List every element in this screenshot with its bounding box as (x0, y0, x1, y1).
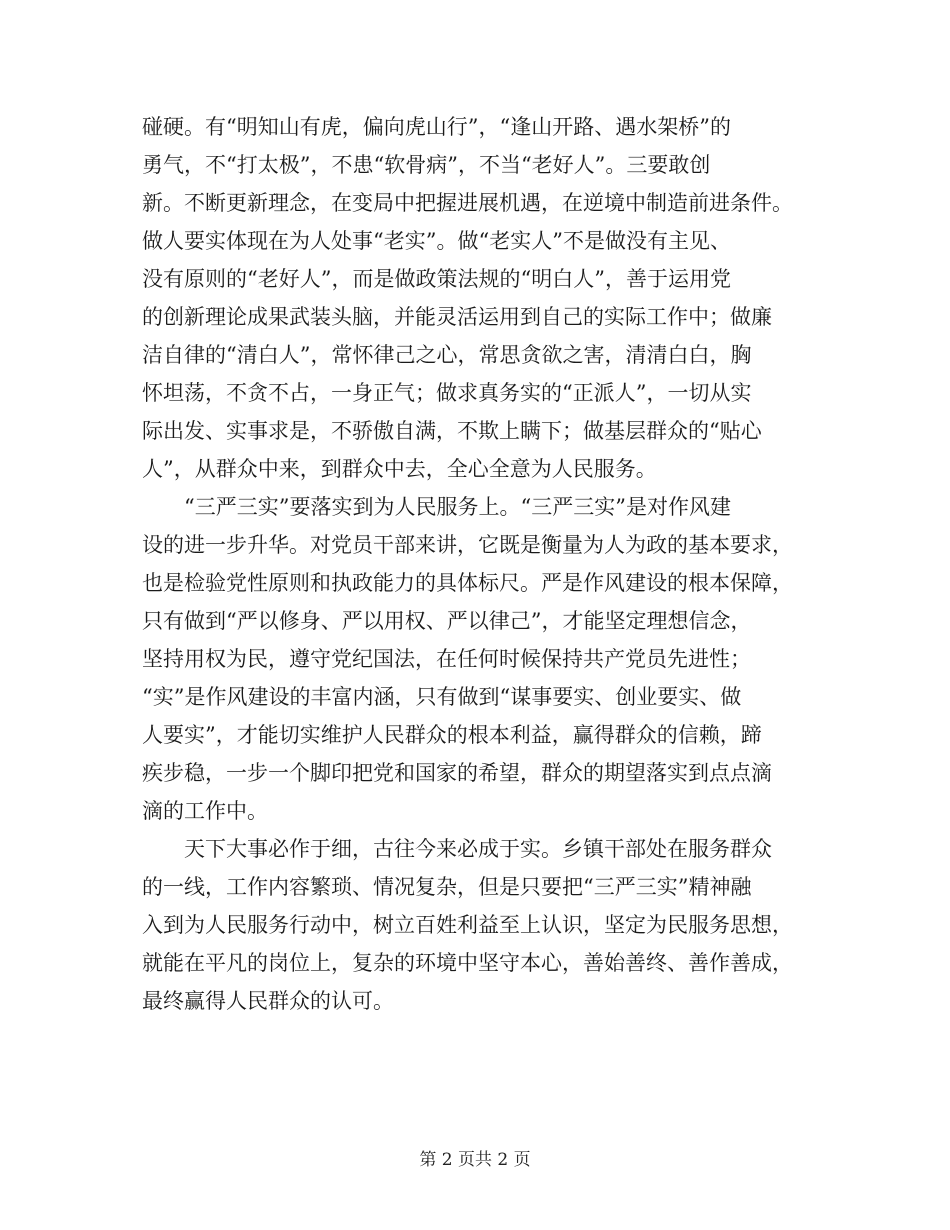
text-line: 滴的工作中。 (142, 799, 268, 823)
text-line: 天下大事必作于细，古往今来必成于实。乡镇干部处在服务群众 (184, 837, 772, 861)
text-line: 的创新理论成果武装头脑，并能灵活运用到自己的实际工作中；做廉 (142, 305, 772, 329)
text-line: 没有原则的“老好人”，而是做政策法规的“明白人”，善于运用党 (142, 267, 731, 291)
text-line: 人”，从群众中来，到群众中去，全心全意为人民服务。 (142, 457, 657, 481)
page-number-label: 第 2 页共 2 页 (419, 1150, 531, 1170)
text-line: 就能在平凡的岗位上，复杂的环境中坚守本心，善始善终、善作善成， (142, 951, 793, 975)
text-line: 坚持用权为民，遵守党纪国法，在任何时候保持共产党员先进性； (142, 647, 751, 671)
text-line: 的一线，工作内容繁琐、情况复杂，但是只要把“三严三实”精神融 (142, 875, 752, 899)
paragraph-2 (142, 488, 810, 830)
text-line: 也是检验党性原则和执政能力的具体标尺。严是作风建设的根本保障， (142, 571, 793, 595)
text-line: 入到为人民服务行动中，树立百姓利益至上认识，坚定为民服务思想， (142, 913, 793, 937)
text-line: 勇气，不“打太极”，不患“软骨病”，不当“老好人”。三要敢创 (142, 153, 711, 177)
text-line: 做人要实体现在为人处事“老实”。做“老实人”不是做没有主见、 (142, 229, 731, 253)
text-line: 疾步稳，一步一个脚印把党和国家的希望，群众的期望落实到点点滴 (142, 761, 772, 785)
paragraph-1 (142, 108, 810, 488)
text-line: 最终赢得人民群众的认可。 (142, 989, 394, 1013)
text-line: 洁自律的“清白人”，常怀律己之心，常思贪欲之害，清清白白，胸 (142, 343, 752, 367)
text-line: 新。不断更新理念，在变局中把握进展机遇，在逆境中制造前进条件。 (142, 191, 793, 215)
text-line: 际出发、实事求是，不骄傲自满，不欺上瞒下；做基层群众的“贴心 (142, 419, 762, 443)
text-line: “三严三实”要落实到为人民服务上。“三严三实”是对作风建 (184, 495, 731, 519)
text-line: “实”是作风建设的丰富内涵，只有做到“谋事要实、创业要实、做 (142, 685, 742, 709)
text-line: 怀坦荡，不贪不占，一身正气；做求真务实的“正派人”，一切从实 (142, 381, 752, 405)
text-line: 只有做到“严以修身、严以用权、严以律己”，才能坚定理想信念， (142, 609, 752, 633)
paragraph-3 (142, 830, 810, 1020)
text-line: 人要实”，才能切实维护人民群众的根本利益，赢得群众的信赖，蹄 (142, 723, 762, 747)
text-line: 设的进一步升华。对党员干部来讲，它既是衡量为人为政的基本要求， (142, 533, 793, 557)
document-body (142, 108, 810, 1020)
text-line: 碰硬。有“明知山有虎，偏向虎山行”，“逢山开路、遇水架桥”的 (142, 115, 731, 139)
page-footer (0, 1148, 950, 1172)
